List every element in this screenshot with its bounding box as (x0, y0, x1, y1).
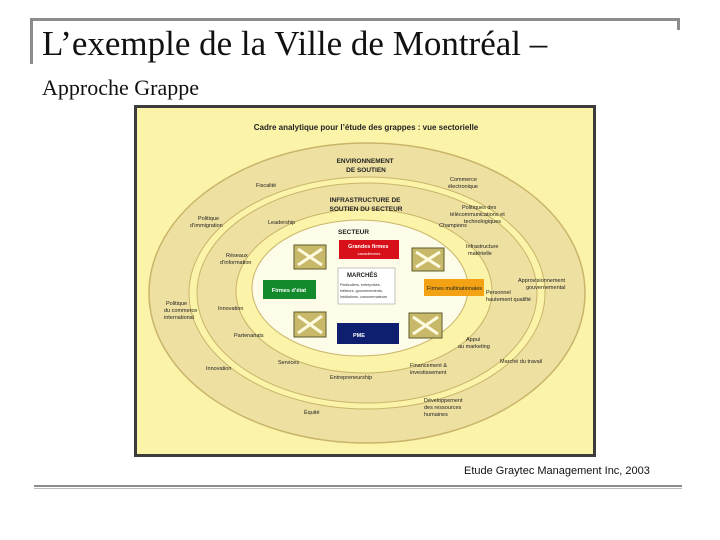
label-politiques-telecom: Politiques des télécommunications et technologiques (450, 205, 505, 225)
frame-bottom-line (34, 485, 682, 487)
label-equite: Équité (304, 410, 320, 416)
pme-label: PME (353, 333, 365, 339)
label-approvisionnement: Approvisionnement gouvernemental (518, 278, 566, 291)
arrow-box-top-right (412, 248, 444, 271)
label-politique-immigration: Politique d’immigration (190, 216, 223, 229)
middle-ring-title-line-2: SOUTIEN DU SECTEUR (329, 206, 403, 213)
outer-ring-title-line-1: ENVIRONNEMENT (336, 158, 394, 165)
label-marche-travail: Marché du travail (500, 359, 543, 365)
markets-sub-line-3: institutions, consommateurs (340, 295, 388, 299)
label-partenariats: Partenariats (234, 333, 264, 339)
label-commerce-electronique: Commerce électronique (448, 177, 478, 190)
label-innovation-inner: Innovation (218, 306, 244, 312)
pme-box (337, 323, 399, 344)
slide-title: L’exemple de la Ville de Montréal – (42, 24, 548, 63)
label-financement: Financement & investissement (410, 363, 447, 376)
source-credit: Etude Graytec Management Inc, 2003 (464, 465, 650, 477)
markets-sub-line-1: Particuliers, entreprises, (340, 283, 381, 287)
middle-ring-title-line-1: INFRASTRUCTURE DE (329, 197, 401, 204)
arrow-box-bottom-right (409, 313, 442, 338)
arrow-box-top-left (294, 245, 326, 269)
label-reseaux: Réseaux d’information (220, 253, 252, 266)
label-champions: Champions (439, 223, 467, 229)
sector-label: SECTEUR (338, 229, 370, 236)
label-innovation-outer: Innovation (206, 366, 232, 372)
label-personnel: Personnel hautement qualifié (486, 290, 531, 303)
label-appui-marketing: Appui au marketing (458, 337, 490, 350)
grandes-firmes-line-2: canadiennes (357, 251, 381, 256)
label-fiscalite: Fiscalité (256, 183, 277, 189)
label-leadership: Leadership (268, 220, 296, 226)
arrow-box-bottom-left (294, 312, 326, 337)
frame-bottom-line-shadow (34, 488, 682, 489)
label-politique-commerce: Politique du commerce international (164, 301, 198, 321)
frame-right-line (677, 18, 680, 30)
label-entrepreneurship: Entrepreneurship (330, 375, 373, 381)
firmes-multinationales-label: Firmes multinationales (427, 286, 483, 292)
diagram-heading: Cadre analytique pour l’étude des grappes : vue sectorielle (253, 123, 479, 132)
label-infrastructure: Infrastructure matérielle (466, 244, 499, 257)
outer-ring-title-line-2: DE SOUTIEN (346, 167, 386, 174)
firmes-etat-label: Firmes d’état (271, 288, 307, 294)
frame-left-line (30, 18, 33, 64)
frame-top-line (30, 18, 678, 21)
markets-sub-line-2: éditeurs, gouvernements, (340, 289, 383, 293)
markets-sub (340, 283, 387, 299)
slide-subtitle: Approche Grappe (42, 75, 199, 100)
grandes-firmes-line-1: Grandes firmes (348, 244, 389, 250)
label-developpement: Développement des ressources humaines (424, 398, 463, 418)
markets-label: MARCHÉS (347, 273, 378, 279)
label-services: Services (278, 360, 300, 366)
cluster-diagram (134, 105, 596, 457)
